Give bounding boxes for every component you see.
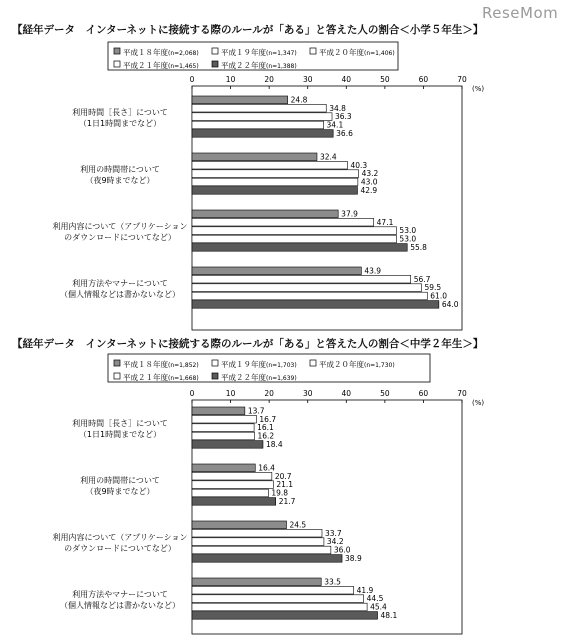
legend-n-3: (n=1,730) (364, 362, 395, 369)
bar (192, 235, 396, 243)
legend-label-4: 平成２１年度(n=1,465) (123, 61, 199, 70)
legend-swatch (114, 373, 120, 379)
bar (192, 210, 338, 218)
bar (192, 178, 358, 186)
legend-n-4: (n=1,465) (168, 63, 199, 70)
bar (192, 292, 427, 300)
chart-elementary (0, 36, 572, 336)
chart-title-junior-high: 【経年データ インターネットに接続する際のルールが「ある」と答えた人の割合＜中学２年生＞】 (12, 338, 484, 350)
legend-swatch (114, 48, 120, 54)
bar (192, 489, 268, 497)
bar (192, 612, 378, 620)
bar (192, 595, 364, 603)
bar-value-label: 36.6 (336, 129, 353, 138)
bar (192, 96, 288, 104)
bar (192, 538, 324, 546)
bar (192, 130, 333, 138)
bar-value-label: 48.1 (380, 611, 398, 620)
bar-value-label: 59.5 (424, 283, 442, 293)
legend-n-4: (n=1,668) (168, 375, 199, 382)
category-label-line2: （夜9時までなど） (85, 487, 155, 496)
legend-swatch (212, 360, 218, 366)
category-label-line2: のダウンロードについてなど） (64, 544, 176, 553)
bar (192, 267, 361, 275)
brand-logo: ReseMom (482, 4, 559, 22)
bar-value-label: 34.1 (326, 120, 344, 130)
x-tick-label: 10 (225, 389, 236, 398)
bar (192, 170, 359, 178)
bar (192, 521, 287, 529)
x-tick-label: 30 (302, 389, 313, 398)
bar-value-label: 38.9 (345, 554, 362, 563)
x-tick-label: 60 (418, 389, 429, 398)
category-label-line1: 利用の時間帯について (80, 165, 160, 174)
bar-value-label: 44.5 (366, 594, 384, 604)
legend-label-2: 平成１９年度(n=1,703) (221, 360, 297, 369)
bar-value-label: 33.7 (324, 528, 342, 538)
bar (192, 161, 347, 169)
bar (192, 104, 326, 112)
bar (192, 529, 322, 537)
chart-title-elementary: 【経年データ インターネットに接続する際のルールが「ある」と答えた人の割合＜小学５年生＞】 (12, 24, 484, 36)
legend-n-5: (n=1,639) (266, 375, 297, 382)
bar-value-label: 43.9 (364, 266, 382, 276)
x-tick-label: 40 (341, 389, 352, 398)
category-label-line1: 利用内容について（アプリケーション (52, 222, 188, 231)
category-label-line2: （夜9時までなど） (85, 176, 155, 185)
bar-value-label: 16.2 (257, 431, 275, 441)
bar (192, 415, 256, 423)
bar-value-label: 43.0 (360, 177, 378, 187)
bar-value-label: 13.7 (247, 406, 265, 416)
legend-swatch (212, 48, 218, 54)
bar-value-label: 43.2 (361, 169, 379, 179)
legend-n-1: (n=1,852) (168, 362, 199, 369)
bar (192, 284, 422, 292)
bar (192, 546, 331, 554)
category-label-line2: のダウンロードについてなど） (64, 233, 176, 242)
legend-label-3: 平成２０年度(n=1,406) (319, 48, 395, 57)
legend-swatch (310, 360, 316, 366)
legend-swatch (212, 61, 218, 67)
legend-swatch (114, 360, 120, 366)
bar (192, 407, 245, 415)
bar-value-label: 16.7 (259, 414, 277, 424)
bar-value-label: 56.7 (413, 274, 431, 284)
x-tick-label: 0 (189, 389, 195, 398)
bar-value-label: 32.4 (319, 152, 337, 162)
legend-label-5: 平成２２年度(n=1,639) (221, 373, 297, 382)
x-tick-label: 30 (302, 75, 313, 84)
legend-swatch (114, 61, 120, 67)
x-tick-label: 0 (189, 75, 195, 84)
x-tick-label: 20 (264, 75, 274, 84)
legend-label-1: 平成１８年度(n=2,068) (123, 48, 199, 57)
bar-value-label: 21.7 (278, 497, 296, 506)
x-tick-label: 10 (225, 75, 236, 84)
x-tick-label: 20 (264, 389, 274, 398)
bar (192, 481, 273, 489)
axis-unit: (%) (472, 85, 485, 93)
bar-value-label: 53.0 (399, 234, 417, 244)
legend-swatch (212, 373, 218, 379)
bar (192, 218, 374, 226)
x-tick-label: 50 (380, 75, 390, 84)
axis-unit: (%) (472, 399, 485, 407)
bar (192, 113, 332, 121)
category-label-line1: 利用内容について（アプリケーション (52, 533, 188, 542)
x-tick-label: 70 (457, 389, 467, 398)
legend-label-2: 平成１９年度(n=1,347) (221, 48, 297, 57)
category-label-line1: 利用方法やマナーについて (72, 279, 168, 288)
chart-junior-high (0, 350, 572, 640)
bar-value-label: 40.3 (350, 160, 368, 170)
bar-value-label: 21.1 (276, 480, 294, 490)
bar-value-label: 24.5 (289, 520, 307, 530)
bar-value-label: 16.1 (257, 423, 274, 433)
x-tick-label: 50 (380, 389, 390, 398)
bar-value-label: 45.4 (370, 602, 387, 612)
bar-value-label: 34.2 (326, 537, 344, 547)
legend-n-5: (n=1,388) (266, 63, 297, 70)
bar (192, 424, 254, 432)
bar (192, 603, 367, 611)
bar-value-label: 20.7 (274, 471, 292, 481)
legend-swatch (310, 48, 316, 54)
bar-value-label: 41.9 (356, 585, 374, 595)
category-label-line1: 利用の時間帯について (80, 476, 160, 485)
bar (192, 578, 321, 586)
category-label-line1: 利用時間［長さ］について (72, 108, 168, 117)
bar-value-label: 24.8 (290, 95, 308, 105)
x-tick-label: 40 (341, 75, 352, 84)
legend-label-4: 平成２１年度(n=1,668) (123, 373, 199, 382)
bar (192, 432, 254, 440)
bar-value-label: 36.3 (335, 112, 352, 122)
bar-value-label: 18.4 (265, 440, 283, 449)
bar (192, 227, 396, 235)
bar (192, 153, 317, 161)
bar (192, 498, 276, 506)
category-label-line2: （1日1時間までなど） (78, 430, 162, 439)
category-label-line1: 利用方法やマナーについて (72, 590, 168, 599)
bar (192, 472, 272, 480)
bar-value-label: 33.5 (324, 577, 341, 587)
bar (192, 301, 439, 309)
bar (192, 555, 342, 563)
bar-value-label: 36.0 (333, 545, 351, 555)
bar (192, 275, 411, 283)
legend-label-1: 平成１８年度(n=1,852) (123, 360, 199, 369)
bar (192, 244, 407, 252)
legend-label-3: 平成２０年度(n=1,730) (319, 360, 395, 369)
bar-value-label: 34.8 (329, 103, 346, 113)
legend-n-3: (n=1,406) (364, 50, 395, 57)
x-tick-label: 70 (457, 75, 467, 84)
legend-label-5: 平成２２年度(n=1,388) (221, 61, 297, 70)
bar-value-label: 61.0 (430, 291, 447, 301)
bar (192, 586, 354, 594)
category-label-line2: （1日1時間までなど） (78, 119, 162, 128)
category-label-line2: （個人情報などは書かないなど） (60, 601, 180, 610)
bar (192, 464, 255, 472)
bar-value-label: 19.8 (271, 488, 289, 498)
bar-value-label: 16.4 (258, 463, 275, 473)
x-tick-label: 60 (418, 75, 429, 84)
bar (192, 187, 357, 195)
legend-n-2: (n=1,703) (266, 362, 297, 369)
bar-value-label: 64.0 (441, 300, 459, 309)
legend-n-1: (n=2,068) (168, 50, 199, 57)
bar-value-label: 47.1 (376, 217, 394, 227)
bar-value-label: 53.0 (399, 226, 417, 236)
bar-value-label: 42.9 (360, 186, 378, 195)
category-label-line2: （個人情報などは書かないなど） (60, 290, 180, 299)
bar (192, 121, 324, 129)
category-label-line1: 利用時間［長さ］について (72, 419, 168, 428)
legend-n-2: (n=1,347) (266, 50, 297, 57)
bar-value-label: 55.8 (410, 243, 427, 252)
bar (192, 441, 263, 449)
bar-value-label: 37.9 (341, 209, 358, 219)
